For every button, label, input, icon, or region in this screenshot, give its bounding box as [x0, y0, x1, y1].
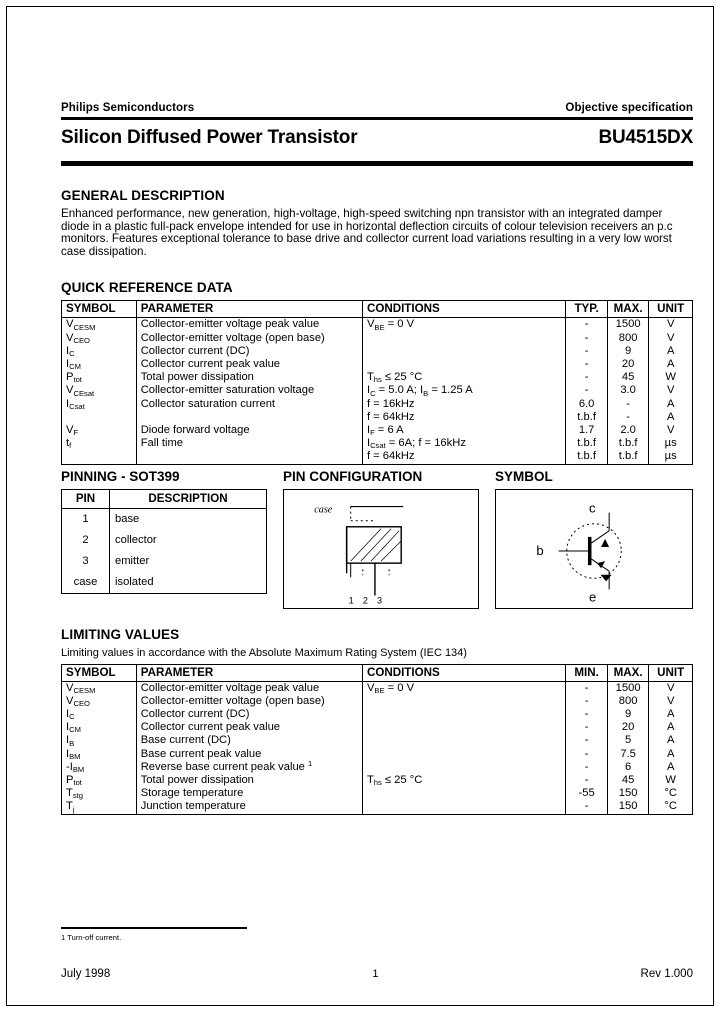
- lv-unit-value: V: [666, 681, 675, 694]
- table-row: [62, 681, 693, 814]
- qr-max-value: -: [626, 410, 630, 423]
- page-footer: [61, 968, 693, 980]
- lv-condition: [367, 800, 561, 813]
- qr-symbol: [66, 411, 132, 424]
- qr-symbol: $P_{tot}$: [66, 371, 82, 385]
- table-header-row: [62, 301, 693, 318]
- lv-condition: [367, 721, 561, 734]
- qr-parameter: Collector current (DC): [140, 344, 250, 357]
- lv-condition: [367, 695, 561, 708]
- lv-max-value: 800: [618, 694, 638, 707]
- qr-typ-value: -: [584, 384, 589, 397]
- title-row: [61, 120, 693, 156]
- lv-min-value: -: [584, 694, 589, 707]
- qr-unit-value: V: [666, 331, 675, 344]
- qr-condition: $I_F = 6$ A: [366, 424, 404, 438]
- qr-symbol: $V_{CESM}$: [66, 318, 96, 332]
- lv-symbol: $V_{CEO}$: [66, 694, 90, 708]
- footnote-text: 1 Turn-off current.: [61, 932, 122, 942]
- table-header-row: [62, 489, 267, 508]
- col-typ: TYP.: [566, 301, 608, 318]
- lv-max-value: 20: [621, 721, 635, 734]
- page-title: Silicon Diffused Power Transistor: [61, 127, 358, 148]
- qr-parameter: Collector current peak value: [140, 357, 281, 370]
- lv-parameter: Collector-emitter voltage peak value: [140, 681, 320, 694]
- pin-number: 3: [82, 554, 89, 567]
- lv-max-value: 6: [624, 760, 632, 773]
- limiting-values-heading: LIMITING VALUES: [61, 626, 180, 642]
- col-pin: PIN: [62, 489, 110, 508]
- footer-date: July 1998: [61, 967, 111, 980]
- lv-symbol-cell: [62, 681, 137, 814]
- lv-unit-value: A: [666, 708, 675, 721]
- lv-unit-value: A: [666, 721, 675, 734]
- qr-condition: [367, 358, 561, 371]
- lv-symbol: $T_j$: [66, 800, 75, 814]
- page-footer-area: [61, 927, 693, 980]
- pin-configuration-panel: [283, 469, 479, 609]
- col-max: MAX.: [607, 664, 649, 681]
- lv-parameter: Junction temperature: [140, 800, 246, 813]
- qr-condition: $I_{Csat} = 6A$; f = 16kHz: [366, 437, 466, 451]
- lv-parameter: Collector current peak value: [140, 721, 281, 734]
- qr-condition: [367, 345, 561, 358]
- lv-unit-value: A: [666, 747, 675, 760]
- qr-typ-value: 6.0: [578, 397, 595, 410]
- lv-min-value: -: [584, 681, 589, 694]
- qr-unit-value: V: [666, 318, 675, 331]
- qr-max-value: 2.0: [620, 424, 636, 436]
- qr-typ-value: -: [584, 357, 589, 370]
- qr-parameter: Collector-emitter saturation voltage: [140, 384, 315, 397]
- col-conditions: CONDITIONS: [362, 301, 565, 318]
- specification-type: Objective specification: [565, 102, 693, 114]
- table-header-row: [62, 664, 693, 681]
- lv-max-value: 9: [624, 708, 632, 721]
- lv-unit-value: V: [666, 694, 675, 707]
- company-name: Philips Semiconductors: [61, 102, 195, 114]
- pin-number: 1: [82, 512, 89, 525]
- col-symbol: SYMBOL: [62, 301, 137, 318]
- quick-reference-table: [61, 300, 693, 464]
- col-parameter: PARAMETER: [136, 301, 362, 318]
- qr-max-value: 800: [618, 331, 638, 344]
- qr-parameter: [141, 411, 358, 424]
- qr-parameter: Diode forward voltage: [140, 424, 250, 436]
- table-row: [62, 318, 693, 464]
- lv-symbol: $I_C$: [66, 708, 75, 722]
- qr-unit-cell: [649, 318, 693, 464]
- lv-symbol: $V_{CESM}$: [66, 681, 96, 695]
- lv-min-value: -: [584, 774, 589, 787]
- pin-label-3: 3: [376, 595, 383, 606]
- base-terminal-label: b: [536, 542, 544, 558]
- qr-symbol: $V_{CEO}$: [66, 331, 90, 345]
- symbol-heading: SYMBOL: [495, 468, 553, 484]
- case-label: case: [314, 504, 333, 516]
- lv-parameter: Reverse base current peak value $^1$: [140, 759, 313, 773]
- qr-typ-value: t.b.f: [577, 437, 596, 450]
- pin-number: case: [73, 575, 98, 588]
- lv-max-value: 150: [618, 800, 638, 813]
- lv-min-value: -: [584, 708, 589, 721]
- lv-max-cell: [607, 681, 649, 814]
- page-content: [61, 102, 693, 815]
- pin-description: emitter: [110, 551, 267, 572]
- col-description: DESCRIPTION: [110, 489, 267, 508]
- qr-parameter: Collector saturation current: [140, 397, 276, 410]
- qr-parameter: Collector-emitter voltage peak value: [140, 318, 320, 331]
- lv-parameter: Collector-emitter voltage (open base): [140, 694, 325, 707]
- document-header: [61, 102, 693, 116]
- qr-max-value: 9: [624, 344, 632, 357]
- lv-condition: [367, 748, 561, 761]
- footnote-rule: [61, 927, 247, 929]
- lv-symbol: $I_B$: [66, 734, 75, 748]
- part-number: BU4515DX: [598, 127, 693, 148]
- qr-symbol: $I_{CM}$: [66, 357, 81, 372]
- qr-symbol: $I_C$: [66, 344, 75, 358]
- pinning-heading: PINNING - SOT399: [61, 468, 180, 484]
- qr-parameter-cell: [136, 318, 362, 464]
- lv-symbol: $I_{BM}$: [66, 747, 81, 761]
- general-description-heading: GENERAL DESCRIPTION: [61, 188, 225, 203]
- qr-typ-value: t.b.f: [577, 410, 596, 423]
- lv-unit-cell: [649, 681, 693, 814]
- qr-typ-value: -: [584, 344, 589, 357]
- qr-symbol-cell: [62, 318, 137, 464]
- qr-max-value: -: [626, 397, 630, 410]
- qr-unit-value: µs: [664, 437, 677, 450]
- lv-max-value: 7.5: [620, 747, 636, 760]
- qr-condition: $I_C = 5.0$ A; $I_B = 1.25$ A: [366, 384, 473, 398]
- qr-unit-value: µs: [664, 450, 677, 463]
- qr-condition: $V_{BE} = 0$ V: [366, 318, 415, 332]
- lv-min-value: -: [584, 800, 589, 813]
- limiting-values-note: Limiting values in accordance with the Absolute Maximum Rating System (IEC 134): [61, 646, 467, 659]
- footer-revision: Rev 1.000: [640, 967, 693, 980]
- qr-condition: f = 64kHz: [366, 450, 415, 463]
- collector-terminal-label: c: [588, 500, 596, 516]
- qr-unit-value: V: [666, 384, 675, 397]
- qr-max-value: 1500: [615, 318, 641, 331]
- package-outline-diagram: [284, 490, 478, 608]
- qr-unit-value: A: [666, 357, 675, 370]
- panel-row: [61, 469, 693, 609]
- limiting-values-table: [61, 664, 693, 815]
- qr-max-value: 20: [621, 357, 635, 370]
- lv-min-value: -: [584, 747, 589, 760]
- lv-parameter: Base current peak value: [140, 747, 262, 760]
- lv-condition: $T_{hs} \le 25$ °C: [366, 774, 423, 788]
- lv-condition: [367, 761, 561, 774]
- qr-typ-cell: [566, 318, 608, 464]
- pinning-table: [61, 489, 267, 594]
- lv-condition: [367, 734, 561, 747]
- datasheet-page: [6, 6, 714, 1006]
- lv-unit-value: W: [665, 774, 676, 787]
- pin-number: 2: [82, 533, 89, 546]
- lv-parameter: Collector current (DC): [140, 708, 250, 721]
- qr-symbol: $V_F$: [66, 424, 79, 438]
- lv-max-value: 45: [621, 774, 635, 787]
- qr-condition: f = 16kHz: [366, 397, 415, 410]
- qr-condition: [367, 332, 561, 345]
- col-unit: UNIT: [649, 301, 693, 318]
- table-row: [62, 572, 267, 594]
- qr-typ-value: t.b.f: [577, 450, 596, 463]
- pinning-panel: [61, 469, 267, 609]
- lv-parameter: Storage temperature: [140, 787, 244, 800]
- lv-unit-value: A: [666, 760, 675, 773]
- lv-symbol: $I_{CM}$: [66, 721, 81, 735]
- qr-max-value: 3.0: [620, 384, 636, 397]
- lv-max-value: 5: [624, 734, 632, 747]
- symbol-frame: [495, 489, 693, 609]
- qr-typ-value: 1.7: [578, 424, 595, 436]
- pin-label-2: 2: [362, 595, 368, 606]
- qr-max-cell: [607, 318, 649, 464]
- pin-description: base: [110, 508, 267, 530]
- pin-label-1: 1: [348, 595, 354, 606]
- lv-min-value: -: [584, 760, 589, 773]
- pin-configuration-heading: PIN CONFIGURATION: [283, 468, 423, 484]
- quick-reference-heading: QUICK REFERENCE DATA: [61, 280, 233, 296]
- qr-condition: f = 64kHz: [366, 410, 415, 423]
- qr-parameter: Fall time: [140, 437, 183, 450]
- table-row: [62, 551, 267, 572]
- qr-max-value: t.b.f: [618, 450, 638, 463]
- col-conditions: CONDITIONS: [362, 664, 565, 681]
- general-description-text: Enhanced performance, new generation, high-voltage, high-speed switching npn transistor with an integrated damper diode in a plastic full-pack envelope intended for use in horizontal deflection circuits of colour television receivers an p.c monitors. Features exceptional tolerance to base drive and collector current load variations resulting in a very low worst case dissipation.: [61, 207, 673, 258]
- lv-condition: [367, 787, 561, 800]
- lv-condition: $V_{BE} = 0$ V: [366, 681, 415, 695]
- pin-description: collector: [110, 530, 267, 551]
- qr-unit-value: V: [666, 424, 675, 436]
- transistor-symbol-diagram: [496, 490, 692, 608]
- col-parameter: PARAMETER: [136, 664, 362, 681]
- qr-parameter: Collector-emitter voltage (open base): [140, 331, 325, 344]
- lv-min-value: -: [584, 734, 589, 747]
- col-max: MAX.: [607, 301, 649, 318]
- qr-conditions-cell: [362, 318, 565, 464]
- pin-description: isolated: [110, 572, 267, 594]
- col-symbol: SYMBOL: [62, 664, 137, 681]
- qr-unit-value: W: [665, 371, 676, 384]
- qr-symbol: $V_{CEsat}$: [66, 384, 95, 398]
- lv-min-cell: [566, 681, 608, 814]
- lv-max-value: 150: [618, 787, 638, 800]
- qr-typ-value: -: [584, 371, 589, 384]
- lv-symbol: $-I_{BM}$: [66, 760, 85, 775]
- qr-condition: $T_{hs} \le 25$ °C: [366, 371, 423, 385]
- lv-min-value: -55: [578, 787, 595, 800]
- lv-parameter: Total power dissipation: [140, 774, 254, 787]
- lv-unit-value: °C: [664, 787, 677, 800]
- pin-configuration-frame: [283, 489, 479, 609]
- lv-unit-value: A: [666, 734, 675, 747]
- lv-symbol: $T_{stg}$: [66, 787, 83, 801]
- qr-typ-value: -: [584, 318, 589, 331]
- lv-condition: [367, 708, 561, 721]
- qr-typ-value: -: [584, 331, 589, 344]
- lv-max-value: 1500: [615, 681, 641, 694]
- qr-unit-value: A: [666, 344, 675, 357]
- symbol-panel: [495, 469, 693, 609]
- qr-parameter: Total power dissipation: [140, 371, 254, 384]
- qr-symbol: $I_{Csat}$: [66, 397, 85, 411]
- qr-unit-value: A: [666, 397, 675, 410]
- qr-symbol: $t_f$: [66, 437, 72, 451]
- table-row: [62, 508, 267, 530]
- table-row: [62, 530, 267, 551]
- qr-unit-value: A: [666, 410, 675, 423]
- qr-max-value: 45: [621, 371, 635, 384]
- col-min: MIN.: [566, 664, 608, 681]
- lv-symbol: $P_{tot}$: [66, 774, 82, 788]
- lv-min-value: -: [584, 721, 589, 734]
- lv-parameter-cell: [136, 681, 362, 814]
- lv-unit-value: °C: [664, 800, 677, 813]
- lv-parameter: Base current (DC): [140, 734, 231, 747]
- emitter-terminal-label: e: [588, 589, 597, 605]
- lv-conditions-cell: [362, 681, 565, 814]
- footer-page-number: 1: [372, 967, 379, 980]
- qr-max-value: t.b.f: [618, 437, 638, 450]
- col-unit: UNIT: [649, 664, 693, 681]
- header-rule-bottom: [61, 161, 693, 166]
